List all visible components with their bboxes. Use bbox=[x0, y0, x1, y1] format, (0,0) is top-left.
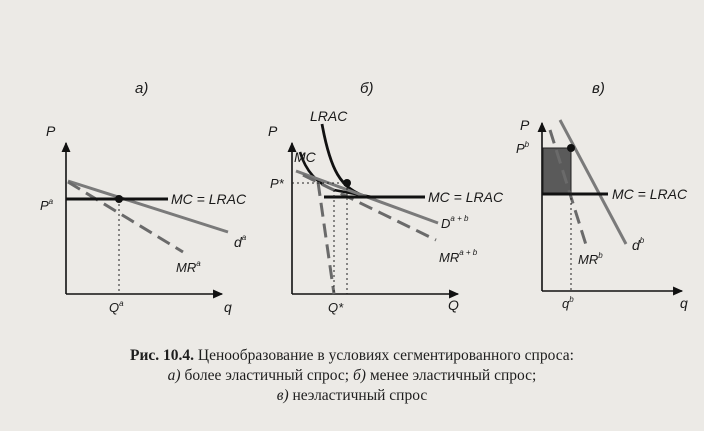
panel-b-q-axis-label: Q bbox=[448, 297, 459, 313]
caption-line-3 bbox=[0, 386, 704, 406]
caption-item-c: неэластичный спрос bbox=[292, 387, 428, 404]
panel-c-demand-label: $d^b$ bbox=[632, 236, 645, 253]
panel-a-quantity-label: $Q^a$ bbox=[109, 299, 124, 315]
panel-c-price-label: $P^b$ bbox=[516, 140, 530, 156]
panel-a-mr-label: $MR^a$ bbox=[176, 259, 201, 275]
caption-item-b-letter: б) bbox=[353, 367, 366, 384]
caption-line-2 bbox=[0, 366, 704, 386]
panel-a bbox=[40, 80, 247, 315]
caption-title: Ценообразование в условиях сегментированного спроса: bbox=[197, 347, 574, 364]
panel-a-p-axis-label: P bbox=[46, 123, 56, 139]
panel-b-quantity-label: Q* bbox=[328, 300, 344, 315]
panel-b-p-axis-label: P bbox=[268, 123, 278, 139]
panel-c-label: в) bbox=[592, 80, 605, 97]
panel-c-q-axis-label: q bbox=[680, 295, 688, 311]
panel-b-equilibrium-point bbox=[343, 179, 351, 187]
caption-item-a-letter: а) bbox=[167, 367, 181, 384]
panel-c-p-axis-label: P bbox=[520, 117, 530, 133]
panel-c-mr-label: $MR^b$ bbox=[578, 251, 603, 267]
panel-b-mc-lrac-label: MC = LRAC bbox=[428, 189, 504, 205]
caption-item-b: менее эластичный спрос; bbox=[369, 367, 537, 384]
panel-b-label: б) bbox=[360, 80, 374, 97]
panel-b-mr-label: $MR^{a + b}$ bbox=[439, 248, 478, 265]
panel-a-demand-label: $d^a$ bbox=[234, 233, 247, 250]
panel-b-steep-mr-curve bbox=[318, 182, 334, 294]
panel-a-q-axis-label: q bbox=[224, 299, 232, 315]
panel-a-price-label: $P^a$ bbox=[40, 197, 54, 213]
panel-c-mc-lrac-label: MC = LRAC bbox=[612, 186, 688, 202]
panel-c bbox=[516, 80, 688, 311]
panel-b bbox=[268, 80, 504, 315]
panel-a-mr-curve bbox=[68, 182, 183, 252]
caption-item-c-letter: в) bbox=[276, 387, 289, 404]
panel-b-lrac-label: LRAC bbox=[310, 108, 348, 124]
panel-b-price-label: P* bbox=[270, 176, 284, 191]
panel-b-demand-label: $D^{a + b}$ bbox=[441, 214, 469, 231]
panel-b-mc-label: MC bbox=[294, 149, 316, 165]
panel-a-mc-lrac-label: MC = LRAC bbox=[171, 191, 247, 207]
panel-c-equilibrium-point bbox=[567, 144, 575, 152]
figure-number: Рис. 10.4. bbox=[130, 347, 195, 364]
panel-c-quantity-label: $q^b$ bbox=[562, 295, 574, 311]
panel-a-label: а) bbox=[135, 80, 149, 97]
figure-caption bbox=[0, 346, 704, 406]
panel-a-equilibrium-point bbox=[115, 195, 123, 203]
caption-line-1 bbox=[0, 346, 704, 366]
caption-item-a: более эластичный спрос; bbox=[184, 367, 350, 384]
